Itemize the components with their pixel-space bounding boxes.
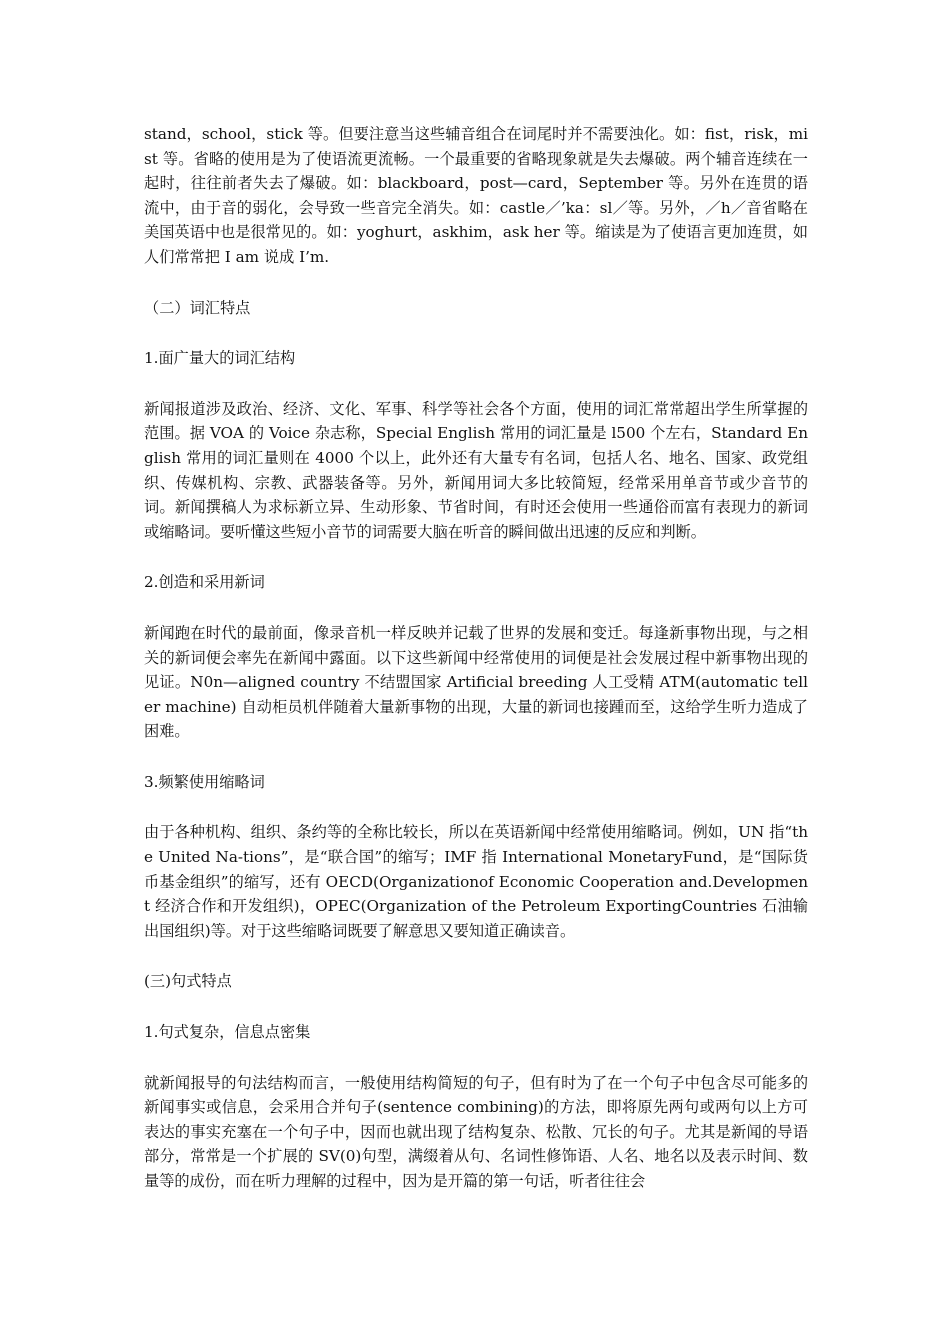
paragraph-consonant-omission: stand，school，stick 等。但要注意当这些辅音组合在词尾时并不需要浊化。如：fist，risk，mist 等。省略的使用是为了使语流更流畅。一个最重要的省略现象就是失去爆破。两个辅音连续在一起时，往往前者失去了爆破。如：blackboard，post—card，September 等。另外在连贯的语流中，由于音的弱化，会导致一些音完全消失。如：castle／’ka：sl／等。另外，／h／音省略在美国英语中也是很常见的。如：yoghurt，askhim，ask her 等。缩读是为了使语言更加连贯，如人们常常把 I am 说成 I’m. — [144, 125, 808, 266]
subheading-new-words: 2.创造和采用新词 — [144, 573, 265, 592]
subheading-wide-vocabulary: 1.面广量大的词汇结构 — [144, 349, 296, 368]
paragraph-complex-sentences: 就新闻报导的句法结构而言，一般使用结构简短的句子，但有时为了在一个句子中包含尽可能多的新闻事实或信息，会采用合并句子(sentence combining)的方法，即将原先两句或两句以上方可表达的事实充塞在一个句子中，因而也就出现了结构复杂、松散、冗长的句子。尤其是新闻的导语部分，常常是一个扩展的 SV(0)句型，满缀着从句、名词性修饰语、人名、地名以及表示时间、数量等的成份，而在听力理解的过程中，因为是开篇的第一句话，听者往往会 — [144, 1073, 808, 1190]
document-page — [144, 122, 808, 1220]
section-heading-vocabulary: （二）词汇特点 — [144, 298, 251, 317]
paragraph-vocabulary-scope: 新闻报道涉及政治、经济、文化、军事、科学等社会各个方面，使用的词汇常常超出学生所掌握的范围。据 VOA 的 Voice 杂志称，Special English 常用的词汇量是 l500 个左右，Standard English 常用的词汇量则在 4000 个以上，此外还有大量专有名词，包括人名、地名、国家、政党组织、传媒机构、宗教、武器装备等。另外，新闻用词大多比较简短，经常采用单音节或少音节的词。新闻撰稿人为求标新立异、生动形象、节省时间，有时还会使用一些通俗而富有表现力的新词或缩略词。要听懂这些短小音节的词需要大脑在听音的瞬间做出迅速的反应和判断。 — [144, 399, 808, 541]
subheading-complex-sentences: 1.句式复杂，信息点密集 — [144, 1023, 311, 1042]
paragraph-new-words: 新闻跑在时代的最前面，像录音机一样反映并记载了世界的发展和变迁。每逢新事物出现，与之相关的新词便会率先在新闻中露面。以下这些新闻中经常使用的词便是社会发展过程中新事物出现的见证。N0n—aligned country 不结盟国家 Artificial breeding 人工受精 ATM(automatic teller machine) 自动柜员机伴随着大量新事物的出现，大量的新词也接踵而至，这给学生听力造成了困难。 — [144, 623, 808, 741]
section-heading-sentence: (三)句式特点 — [144, 972, 232, 991]
paragraph-abbreviations: 由于各种机构、组织、条约等的全称比较长，所以在英语新闻中经常使用缩略词。例如，UN 指“the United Na-tions”，是“联合国”的缩写；IMF 指 International MonetaryFund，是“国际货币基金组织”的缩写，还有 OECD(Organizationof Economic Cooperation and.Development 经济合作和开发组织)，OPEC(Organization of the Petroleum ExportingCountries 石油输出国组织)等。对于这些缩略词既要了解意思又要知道正确读音。 — [144, 823, 808, 940]
subheading-abbreviations: 3.频繁使用缩略词 — [144, 772, 265, 791]
